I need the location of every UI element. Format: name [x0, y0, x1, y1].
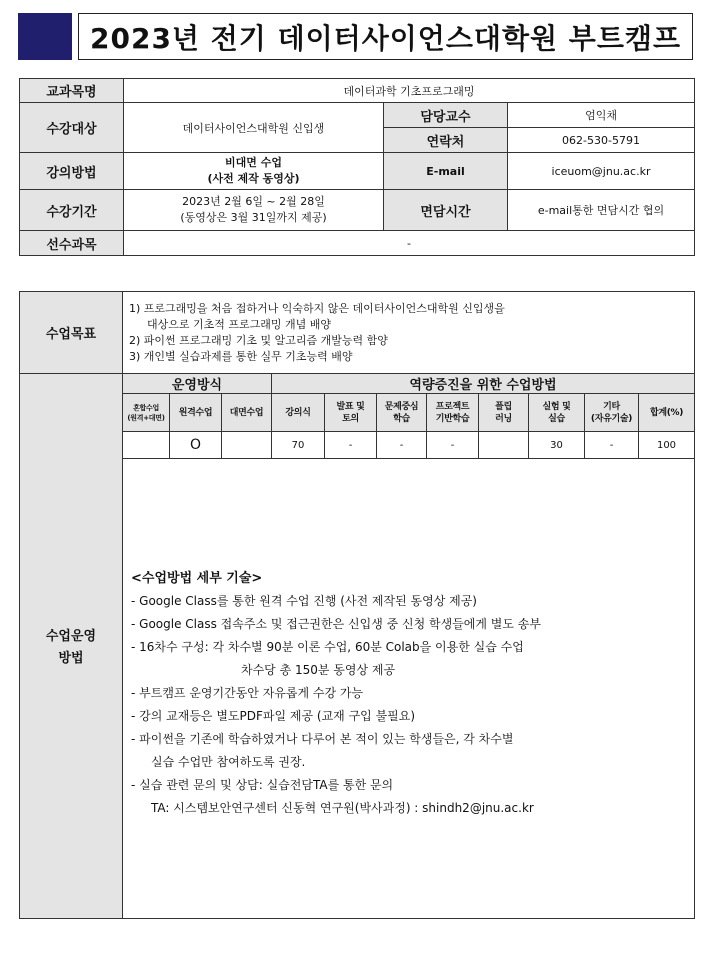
col-header-remote: 원격수업: [170, 394, 222, 432]
method-line-2: (사전 제작 동영상): [207, 172, 300, 185]
col-header-lab: 실험 및 실습: [529, 394, 585, 432]
period-label: 수강기간: [20, 190, 124, 231]
value-pbl: -: [377, 432, 427, 459]
value-other: -: [585, 432, 639, 459]
details-line: 차수당 총 150분 동영상 제공: [241, 663, 396, 677]
email-value: iceuom@jnu.ac.kr: [508, 153, 695, 190]
title-box: [78, 13, 693, 60]
value-remote: O: [170, 432, 222, 459]
operation-label-line-1: 수업운영: [45, 629, 97, 644]
value-project: -: [427, 432, 479, 459]
goal-line: 1) 프로그래밍을 처음 접하거나 익숙하지 않은 데이터사이언스대학원 신입생을: [129, 301, 505, 315]
col-header-total: 합계(%): [639, 394, 695, 432]
operation-label: [20, 374, 123, 919]
method-line-1: 비대면 수업: [225, 156, 282, 169]
goal-line: 대상으로 기초적 프로그래밍 개념 배양: [147, 317, 332, 331]
col-header-blended: 혼합수업 (원격+대면): [123, 394, 170, 432]
goals-text: [123, 292, 695, 374]
target-value: 데이터사이언스대학원 신입생: [124, 103, 384, 153]
contact-label: 연락처: [384, 128, 508, 153]
period-line-2: (동영상은 3월 31일까지 제공): [180, 211, 327, 224]
details-line: - 16차수 구성: 각 차수별 90분 이론 수업, 60분 Colab을 이용한 실습 수업: [131, 640, 524, 654]
methods-header: 역량증진을 위한 수업방법: [272, 374, 695, 394]
value-total: 100: [639, 432, 695, 459]
value-discussion: -: [325, 432, 377, 459]
professor-label: 담당교수: [384, 103, 508, 128]
details-line: - Google Class 접속주소 및 접근권한은 신입생 중 신청 학생들에게 별도 송부: [131, 617, 541, 631]
details-line: - 실습 관련 문의 및 상담: 실습전담TA를 통한 문의: [131, 778, 394, 792]
operation-mode-header: 운영방식: [123, 374, 272, 394]
course-name-value: 데이터과학 기초프로그래밍: [124, 79, 695, 103]
period-value: [124, 190, 384, 231]
details-line: 실습 수업만 참여하도록 권장.: [151, 755, 306, 769]
details-line: - Google Class를 통한 원격 수업 진행 (사전 제작된 동영상 제공): [131, 594, 477, 608]
goals-label: 수업목표: [20, 292, 123, 374]
title-decoration: [18, 13, 72, 60]
value-blended: [123, 432, 170, 459]
col-header-inperson: 대면수업: [222, 394, 272, 432]
goal-line: 2) 파이썬 프로그래밍 기초 및 알고리즘 개발능력 함양: [129, 333, 388, 347]
period-line-1: 2023년 2월 6일 ~ 2월 28일: [182, 195, 325, 208]
course-name-label: 교과목명: [20, 79, 124, 103]
value-lab: 30: [529, 432, 585, 459]
contact-value: 062-530-5791: [508, 128, 695, 153]
prereq-value: -: [124, 231, 695, 256]
col-header-project: 프로젝트 기반학습: [427, 394, 479, 432]
page-title: 2023년 전기 데이터사이언스대학원 부트캠프: [90, 21, 681, 55]
col-header-discussion: 발표 및 토의: [325, 394, 377, 432]
prereq-label: 선수과목: [20, 231, 124, 256]
col-header-pbl: 문제중심 학습: [377, 394, 427, 432]
goal-line: 3) 개인별 실습과제를 통한 실무 기초능력 배양: [129, 349, 353, 363]
details-line: - 강의 교재등은 별도PDF파일 제공 (교재 구입 불필요): [131, 709, 416, 723]
value-inperson: [222, 432, 272, 459]
col-header-flipped: 플립 러닝: [479, 394, 529, 432]
details-line: TA: 시스템보안연구센터 신동혁 연구원(박사과정) : shindh2@jnu.ac.kr: [151, 801, 534, 815]
value-lecture: 70: [272, 432, 325, 459]
details-line: - 부트캠프 운영기간동안 자유롭게 수강 가능: [131, 686, 364, 700]
operation-label-line-2: 방법: [58, 651, 84, 666]
method-value: [124, 153, 384, 190]
email-label: E-mail: [384, 153, 508, 190]
details-line: - 파이썬을 기존에 학습하였거나 다루어 본 적이 있는 학생들은, 각 차수별: [131, 732, 514, 746]
col-header-lecture: 강의식: [272, 394, 325, 432]
course-info-table: [19, 78, 695, 256]
office-hours-label: 면담시간: [384, 190, 508, 231]
method-label: 강의방법: [20, 153, 124, 190]
class-table: [19, 291, 695, 919]
office-hours-value: e-mail통한 면담시간 협의: [508, 190, 695, 231]
professor-value: 엄익채: [508, 103, 695, 128]
method-details: [123, 459, 695, 919]
col-header-other: 기타 (자유기술): [585, 394, 639, 432]
value-flipped: [479, 432, 529, 459]
details-heading: <수업방법 세부 기술>: [131, 571, 263, 586]
target-label: 수강대상: [20, 103, 124, 153]
